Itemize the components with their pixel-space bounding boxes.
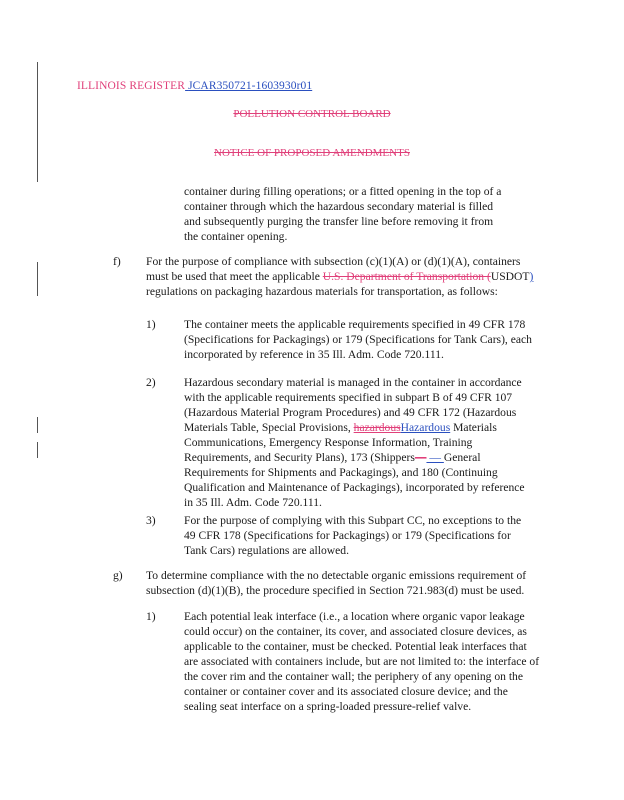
subsection-f-text: For the purpose of compliance with subsection (c)(1)(A) or (d)(1)(A), containers must be used that meet the applicable U.S. Department of Transportation (USDOT) regulations on packaging hazardous materials for transportation, as follows: [146,255,534,298]
register-header [77,80,312,92]
subsection-g-text: To determine compliance with the no detectable organic emissions requirement of subsection (d)(1)(B), the procedure specified in Section 721.983(d) must be used. [146,569,527,597]
inserted-text: ) [529,270,534,283]
intro-paragraph: container during filling operations; or a fitted opening in the top of a container through which the hazardous secondary material is filled and subsequently purging the transfer line before removing it from the container opening. [184,185,502,243]
inserted-text: Hazardous [400,421,451,434]
item-f1-label: 1) [146,318,156,331]
register-prefix: ILLINOIS REGISTER [77,80,186,92]
notice-title: NOTICE OF PROPOSED AMENDMENTS [214,147,410,159]
item-f2-text: Hazardous secondary material is managed in the container in accordance with the applicable requirements specified in subpart B of 49 CFR 107 (Hazardous Material Program Procedures) and 49 CFR 172 (Hazardous Materials Table, Special Provisions, hazardousHazardous Materials Communications, Emergency Response Information, Training Requirements, and Security Plans), 173 (Shippers— — General Requirements for Shipments and Packagings), and 180 (Continuing Qualification and Maintenance of Packagings), incorporated by reference in 35 Ill. Adm. Code 720.111. [184,376,525,509]
item-f3-text: For the purpose of complying with this Subpart CC, no exceptions to the 49 CFR 178 (Specifications for Packagings) or 179 (Specifications for Tank Cars) regulations are allowed. [184,514,522,557]
item-g1-label: 1) [146,610,156,623]
deleted-text: hazardous [353,421,401,434]
item-f2-label: 2) [146,376,156,389]
board-title: POLLUTION CONTROL BOARD [233,108,391,120]
register-id: JCAR350721-1603930r01 [188,80,313,92]
item-f1-text: The container meets the applicable requirements specified in 49 CFR 178 (Specifications for Packagings) or 179 (Specifications for Tank Cars), each incorporated by reference in 35 Ill. Adm. Code 720.111. [184,318,532,361]
revision-bar [37,442,38,458]
deleted-text: ( [486,270,491,283]
inserted-text: — [426,451,444,464]
deleted-text: — [414,451,427,464]
deleted-text: U.S. Department of Transportation [322,270,487,283]
revision-bar [37,62,38,182]
revision-bar [37,262,38,296]
subsection-g-label: g) [113,569,123,582]
subsection-f-label: f) [113,255,121,268]
item-g1-text: Each potential leak interface (i.e., a location where organic vapor leakage could occur) on the container, its cover, and associated closure devices, as applicable to the container, must be checked. Potential leak interfaces that are associated with containers include, but are not limited to: the interface of the cover rim and the container wall; the periphery of any opening on the container or container cover and its associated closure device; and the sealing seat interface on a spring-loaded pressure-relief valve. [184,610,540,713]
item-f3-label: 3) [146,514,156,527]
revision-bar [37,417,38,433]
